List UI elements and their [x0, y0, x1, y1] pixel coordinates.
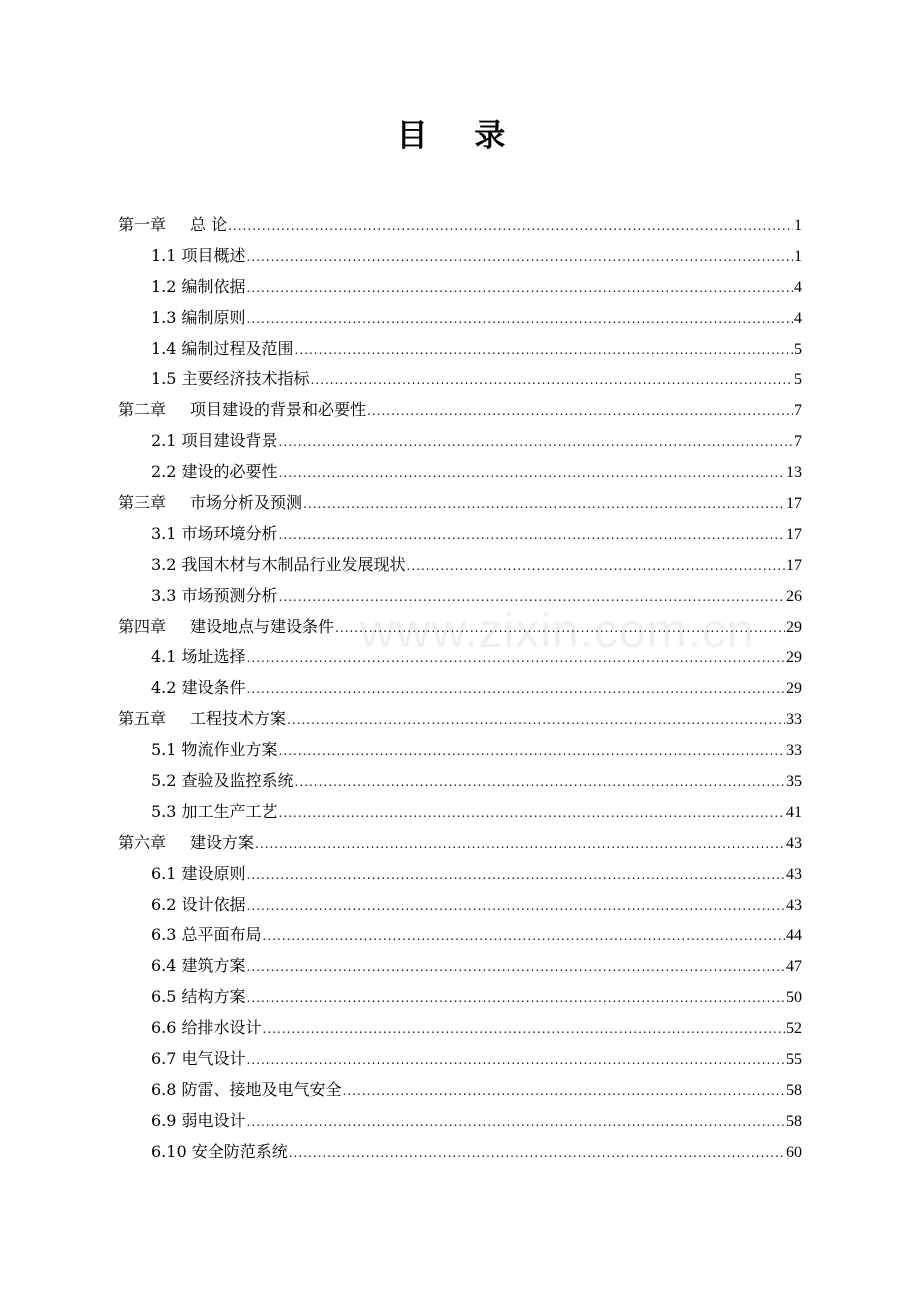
dot-leader: [255, 829, 785, 860]
page-number: 58: [786, 1081, 802, 1099]
page-number: 17: [786, 525, 802, 543]
toc-entry-label: 4.2 建设条件: [151, 678, 246, 698]
toc-chapter-entry[interactable]: [118, 210, 802, 241]
page-number: 35: [786, 773, 802, 791]
page-number: 17: [786, 556, 802, 574]
dot-leader: [289, 1138, 785, 1169]
toc-chapter-entry[interactable]: [118, 828, 802, 859]
page-number: 44: [786, 927, 802, 945]
dot-leader: [303, 489, 785, 520]
toc-section-entry[interactable]: [118, 735, 802, 766]
page-number: 50: [786, 989, 802, 1007]
page-number: 7: [794, 402, 802, 420]
page-number: 13: [786, 464, 802, 482]
page-number: 5: [794, 371, 802, 389]
dot-leader: [343, 1076, 785, 1107]
page-number: 60: [786, 1143, 802, 1161]
toc-entry-label: 2.1 项目建设背景: [151, 431, 278, 451]
chapter-title: 市场分析及预测: [190, 493, 303, 513]
dot-leader: [279, 458, 785, 489]
dot-leader: [247, 1107, 785, 1138]
chapter-number: 第六章: [118, 832, 167, 852]
dot-leader: [367, 396, 793, 427]
dot-leader: [247, 273, 793, 304]
watermark: www.zixin.com.cn: [360, 605, 755, 658]
toc-entry-label: 5.3 加工生产工艺: [151, 801, 278, 821]
page-number: 17: [786, 495, 802, 513]
toc-section-entry[interactable]: [118, 303, 802, 334]
chapter-title: 项目建设的背景和必要性: [190, 400, 367, 420]
page-number: 58: [786, 1112, 802, 1130]
toc-section-entry[interactable]: [118, 797, 802, 828]
toc-section-entry[interactable]: [118, 1075, 802, 1106]
dot-leader: [279, 427, 793, 458]
toc-section-entry[interactable]: [118, 951, 802, 982]
toc-entry-label: 3.3 市场预测分析: [151, 585, 278, 605]
chapter-title: 工程技术方案: [190, 709, 287, 729]
page-number: 4: [794, 309, 802, 327]
toc-section-entry[interactable]: [118, 334, 802, 365]
page-number: 43: [786, 896, 802, 914]
chapter-number: 第五章: [118, 709, 167, 729]
dot-leader: [287, 705, 785, 736]
page-number: 29: [786, 649, 802, 667]
toc-entry-label: 6.8 防雷、接地及电气安全: [151, 1079, 342, 1099]
dot-leader: [263, 921, 785, 952]
dot-leader: [295, 767, 785, 798]
page-number: 26: [786, 587, 802, 605]
toc-entry-label: 2.2 建设的必要性: [151, 462, 278, 482]
toc-section-entry[interactable]: [118, 364, 802, 395]
toc-section-entry[interactable]: [118, 272, 802, 303]
toc-section-entry[interactable]: [118, 1013, 802, 1044]
page-number: 55: [786, 1051, 802, 1069]
page-number: 43: [786, 865, 802, 883]
toc-section-entry[interactable]: [118, 550, 802, 581]
toc-entry-label: 1.1 项目概述: [151, 245, 246, 265]
toc-section-entry[interactable]: [118, 766, 802, 797]
toc-chapter-entry[interactable]: [118, 704, 802, 735]
chapter-number: 第二章: [118, 400, 167, 420]
toc-entry-label: 6.6 给排水设计: [151, 1018, 262, 1038]
toc-entry-label: 6.5 结构方案: [151, 987, 246, 1007]
toc-section-entry[interactable]: [118, 673, 802, 704]
chapter-number: 第一章: [118, 215, 167, 234]
toc-entry-label: 6.2 设计依据: [151, 894, 246, 914]
page-title: 目 录: [396, 118, 524, 154]
dot-leader: [228, 211, 793, 242]
dot-leader: [311, 365, 793, 396]
toc-section-entry[interactable]: [118, 890, 802, 921]
chapter-title: 建设地点与建设条件: [190, 616, 335, 636]
dot-leader: [279, 520, 785, 551]
chapter-title: 总 论: [190, 215, 228, 234]
toc-section-entry[interactable]: [118, 920, 802, 951]
page-number: 1: [794, 247, 802, 265]
dot-leader: [295, 335, 793, 366]
dot-leader: [247, 674, 785, 705]
toc-section-entry[interactable]: [118, 982, 802, 1013]
toc-entry-label: 6.1 建设原则: [151, 863, 246, 883]
toc-entry-label: 6.7 电气设计: [151, 1049, 246, 1069]
toc-section-entry[interactable]: [118, 241, 802, 272]
toc-entry-label: 1.5 主要经济技术指标: [151, 369, 310, 389]
dot-leader: [247, 304, 793, 335]
dot-leader: [247, 983, 785, 1014]
page-number: 7: [794, 433, 802, 451]
toc-chapter-entry[interactable]: [118, 488, 802, 519]
page-number: 41: [786, 803, 802, 821]
page-number: 43: [786, 834, 802, 852]
page-number: 29: [786, 680, 802, 698]
toc-entry-label: 3.1 市场环境分析: [151, 523, 278, 543]
page-number: 29: [786, 618, 802, 636]
page-number: 33: [786, 711, 802, 729]
toc-section-entry[interactable]: [118, 519, 802, 550]
toc-section-entry[interactable]: [118, 426, 802, 457]
toc-section-entry[interactable]: [118, 859, 802, 890]
dot-leader: [279, 736, 785, 767]
toc-entry-label: 6.9 弱电设计: [151, 1110, 246, 1130]
page-number: 5: [794, 340, 802, 358]
page-number: 47: [786, 958, 802, 976]
toc-section-entry[interactable]: [118, 1106, 802, 1137]
toc-entry-label: 6.3 总平面布局: [151, 925, 262, 945]
dot-leader: [247, 860, 785, 891]
chapter-number: 第三章: [118, 493, 167, 513]
page-number: 4: [794, 278, 802, 296]
toc-entry-label: [118, 488, 302, 519]
toc-entry-label: 1.3 编制原则: [151, 307, 246, 327]
dot-leader: [407, 551, 785, 582]
toc-section-entry[interactable]: [118, 1137, 802, 1168]
toc-section-entry[interactable]: [118, 1044, 802, 1075]
page-number: 52: [786, 1020, 802, 1038]
toc-entry-label: 6.10 安全防范系统: [151, 1141, 288, 1161]
dot-leader: [247, 1045, 785, 1076]
toc-entry-label: 3.2 我国木材与木制品行业发展现状: [151, 554, 406, 574]
toc-entry-label: 1.2 编制依据: [151, 276, 246, 296]
dot-leader: [247, 952, 785, 983]
dot-leader: [247, 891, 785, 922]
page-number: 1: [794, 217, 802, 234]
chapter-title: 建设方案: [190, 832, 255, 852]
toc-entry-label: 5.2 查验及监控系统: [151, 771, 294, 791]
toc-entry-label: 6.4 建筑方案: [151, 956, 246, 976]
toc-section-entry[interactable]: [118, 457, 802, 488]
page-number: 33: [786, 742, 802, 760]
toc-entry-label: [118, 828, 254, 859]
toc-entry-label: [118, 395, 366, 426]
toc-entry-label: 1.4 编制过程及范围: [151, 338, 294, 358]
toc-chapter-entry[interactable]: [118, 395, 802, 426]
dot-leader: [279, 798, 785, 829]
chapter-number: 第四章: [118, 616, 167, 636]
toc-entry-label: 4.1 场址选择: [151, 647, 246, 667]
toc-entry-label: [118, 210, 227, 241]
dot-leader: [247, 242, 793, 273]
toc-entry-label: [118, 704, 286, 735]
dot-leader: [263, 1014, 785, 1045]
toc-entry-label: 5.1 物流作业方案: [151, 740, 278, 760]
toc-entry-label: [118, 612, 334, 643]
table-of-contents: [118, 210, 802, 1168]
